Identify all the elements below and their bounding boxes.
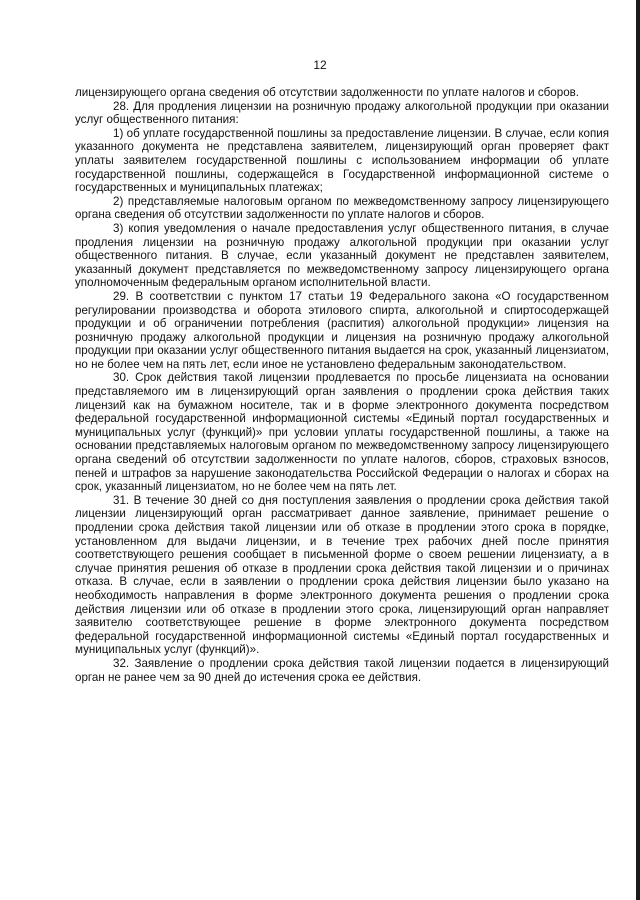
scan-edge	[636, 0, 640, 900]
paragraph-28-item-3: 3) копия уведомления о начале предоставления услуг общественного питания, в случае продления лицензии на розничную продажу алкогольной продукции при оказании услуг общественного питания. В случае, если указанный документ не представлен заявителем, указанный документ представляется по межведомственному запросу лицензирующего органа уполномоченным федеральным органом исполнительной власти.	[75, 221, 609, 290]
paragraph-28-item-2: 2) представляемые налоговым органом по межведомственному запросу лицензирующего органа сведения об отсутствии задолженности по уплате налогов и сборов.	[75, 194, 609, 222]
document-body	[75, 86, 609, 684]
page-number: 12	[313, 58, 327, 72]
paragraph-29: 29. В соответствии с пунктом 17 статьи 19 Федерального закона «О государственном регулировании производства и оборота этилового спирта, алкогольной и спиртосодержащей продукции и об ограничении потребления (распития) алкогольной продукции» лицензия на розничную продажу алкогольной продукции и лицензия на розничную продажу алкогольной продукции при оказании услуг общественного питания выдается на срок, указанный лицензиатом, но не более чем на пять лет, если иное не установлено федеральным законодательством.	[75, 289, 609, 371]
paragraph-30: 30. Срок действия такой лицензии продлевается по просьбе лицензиата на основании представляемого им в лицензирующий орган заявления о продлении срока действия таких лицензий как на бумажном носителе, так и в форме электронного документа посредством федеральной государственной информационной системы «Единый портал государственных и муниципальных услуг (функций)» при условии уплаты государственной пошлины, а также на основании представляемых налоговым органом по межведомственному запросу лицензирующего органа сведений об отсутствии задолженности по уплате налогов, сборов, страховых взносов, пеней и штрафов за нарушение законодательства Российской Федерации о налогах и сборах на срок, указанный лицензиатом, но не более чем на пять лет.	[75, 371, 609, 494]
paragraph-31: 31. В течение 30 дней со дня поступления заявления о продлении срока действия такой лицензии лицензирующий орган рассматривает данное заявление, принимает решение о продлении срока действия такой лицензии или об отказе в продлении этого срока в порядке, установленном для выдачи лицензии, и в течение трех рабочих дней после принятия соответствующего решения сообщает в письменной форме о своем решении лицензиату, а в случае принятия решения об отказе в продлении срока действия такой лицензии и о причинах отказа. В случае, если в заявлении о продлении срока действия лицензии было указано на необходимость направления в форме электронного документа решения о продлении срока действия лицензии или об отказе в продлении этого срока, лицензирующий орган направляет заявителю соответствующее решение в форме электронного документа посредством федеральной государственной информационной системы «Единый портал государственных и муниципальных услуг (функций)».	[75, 493, 609, 657]
paragraph-continuation: лицензирующего органа сведения об отсутствии задолженности по уплате налогов и сборов.	[75, 86, 580, 99]
paragraph-28: 28. Для продления лицензии на розничную продажу алкогольной продукции при оказании услуг общественного питания:	[75, 99, 609, 127]
paragraph-32: 32. Заявление о продлении срока действия такой лицензии подается в лицензирующий орган не ранее чем за 90 дней до истечения срока ее действия.	[75, 656, 609, 684]
paragraph-28-item-1: 1) об уплате государственной пошлины за предоставление лицензии. В случае, если копия указанного документа не представлена заявителем, лицензирующий орган проверяет факт уплаты заявителем государственной пошлины с использованием информации об уплате государственной пошлины, содержащейся в Государственной информационной системе о государственных и муниципальных платежах;	[75, 126, 609, 195]
